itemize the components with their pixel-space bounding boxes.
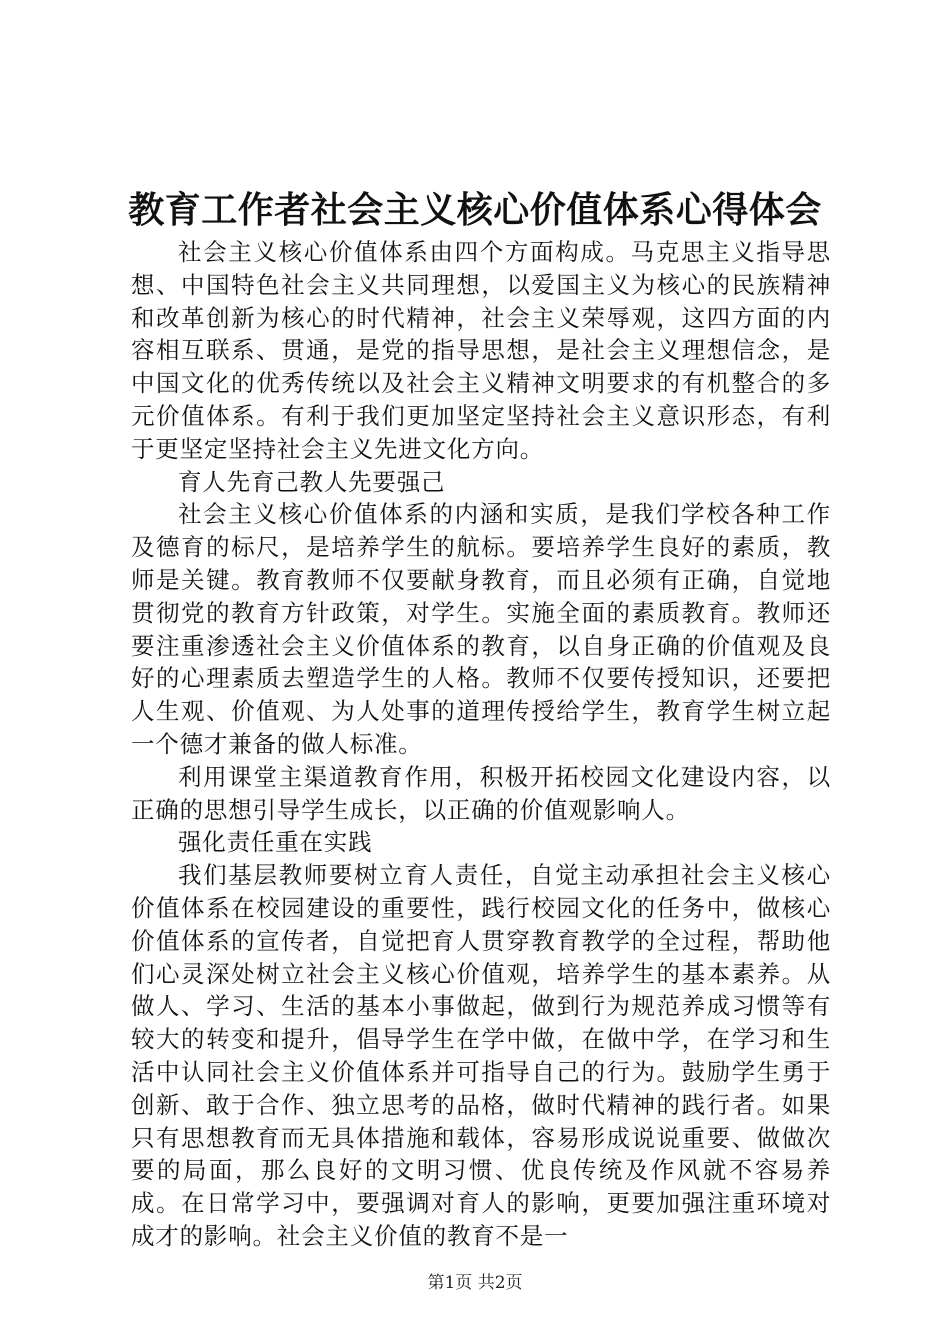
paragraph-classroom: 利用课堂主渠道教育作用，积极开拓校园文化建设内容，以正确的思想引导学生成长，以正确的价值观影响人。 <box>131 762 831 824</box>
section-heading-educate-self: 育人先育己教人先要强己 <box>178 467 446 496</box>
paragraph-practice: 我们基层教师要树立育人责任，自觉主动承担社会主义核心价值体系在校园建设的重要性，践行校园文化的任务中，做核心价值体系的宣传者，自觉把育人贯穿教育教学的全过程，帮助他们心灵深处树立社会主义核心价值观，培养学生的基本素养。从做人、学习、生活的基本小事做起，做到行为规范养成习惯等有较大的转变和提升，倡导学生在学中做，在做中学，在学习和生活中认同社会主义价值体系并可指导自己的行为。鼓励学生勇于创新、敢于合作、独立思考的品格，做时代精神的践行者。如果只有思想教育而无具体措施和载体，容易形成说说重要、做做次要的局面，那么良好的文明习惯、优良传统及作风就不容易养成。在日常学习中，要强调对育人的影响，更要加强注重环境对成才的影响。社会主义价值的教育不是一 <box>131 861 831 1250</box>
paragraph-teacher-role: 社会主义核心价值体系的内涵和实质，是我们学校各种工作及德育的标尺，是培养学生的航标。要培养学生良好的素质，教师是关键。教育教师不仅要献身教育，而且必须有正确，自觉地贯彻党的教育方针政策，对学生。实施全面的素质教育。教师还要注重渗透社会主义价值体系的教育，以自身正确的价值观及良好的心理素质去塑造学生的人格。教师不仅要传授知识，还要把人生观、价值观、为人处事的道理传授给学生，教育学生树立起一个德才兼备的做人标准。 <box>131 500 831 758</box>
section-heading-responsibility: 强化责任重在实践 <box>178 828 373 857</box>
document-body <box>131 236 831 1253</box>
document-title: 教育工作者社会主义核心价值体系心得体会 <box>128 189 822 231</box>
paragraph-intro: 社会主义核心价值体系由四个方面构成。马克思主义指导思想、中国特色社会主义共同理想，以爱国主义为核心的民族精神和改革创新为核心的时代精神，社会主义荣辱观，这四方面的内容相互联系、贯通，是党的指导思想，是社会主义理想信念，是中国文化的优秀传统以及社会主义精神文明要求的有机整合的多元价值体系。有利于我们更加坚定坚持社会主义意识形态，有利于更坚定坚持社会主义先进文化方向。 <box>131 238 831 463</box>
page-footer: 第1页 共2页 <box>427 1273 523 1293</box>
